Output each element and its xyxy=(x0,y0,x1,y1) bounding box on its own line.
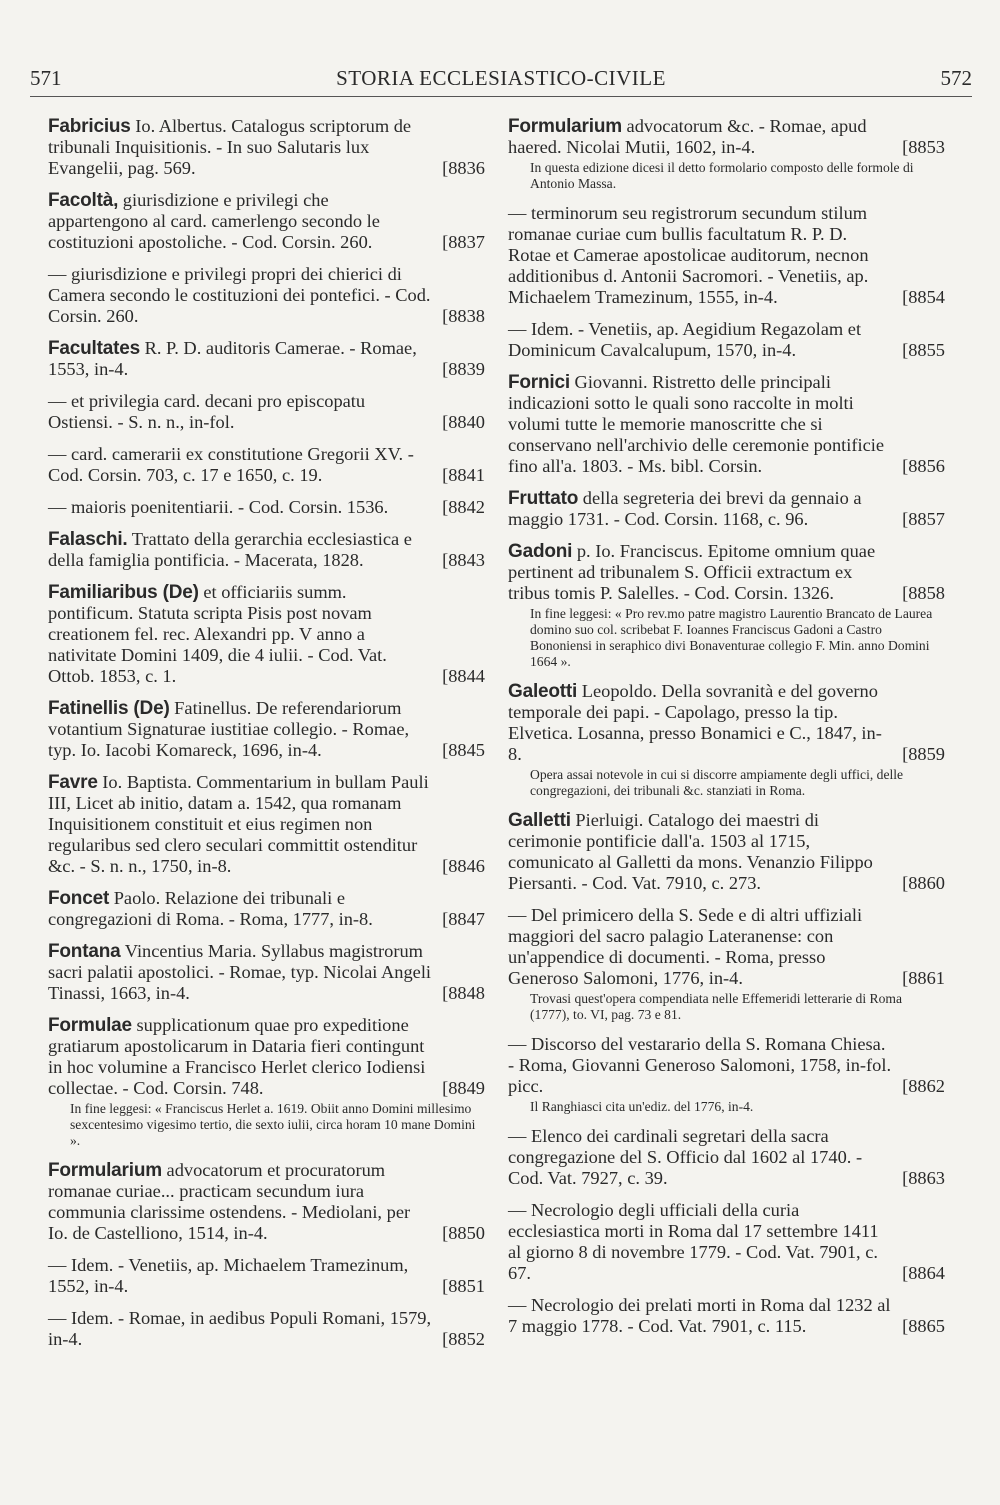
entry-number: [8864 xyxy=(902,1263,945,1283)
entry-text: — Elenco dei cardinali segretari della sacra congregazione del S. Officio dal 1602 al 1740. - Cod. Vat. 7927, c. 39. xyxy=(508,1126,863,1188)
entry-text: — Discorso del vestarario della S. Romana Chiesa. - Roma, Giovanni Generoso Salomoni, 1758, in-fol. picc. xyxy=(508,1034,892,1096)
entry-note: In questa edizione dicesi il detto formolario composto delle formole di Antonio Massa. xyxy=(530,160,914,191)
entry-text: R. P. D. auditoris Camerae. - Romae, 1553, in-4. xyxy=(48,338,417,379)
entry-body xyxy=(48,582,433,687)
entry-body xyxy=(48,1015,485,1099)
entry-text: Pierluigi. Catalogo dei maestri di cerimonie pontificie dall'a. 1503 al 1715, comunicato al Galletti da mons. Venanzio Filippo Piersanti. - Cod. Vat. 7910, c. 273. xyxy=(508,810,873,893)
entry-text: Io. Albertus. Catalogus scriptorum de tribunali Inquisitionis. - In suo Salutaris lux Evangelii, pag. 569. xyxy=(48,116,412,178)
entry-note: Trovasi quest'opera compendiata nelle Effemeridi letterarie di Roma (1777), to. VI, pag. 73 e 81. xyxy=(530,991,903,1022)
entry-body xyxy=(508,1200,893,1284)
entry-number: [8843 xyxy=(442,550,485,570)
entry-note: Opera assai notevole in cui si discorre ampiamente degli uffici, delle congregazioni, dei tribunali &c. stanziati in Roma. xyxy=(530,767,904,798)
entry-number: [8855 xyxy=(902,340,945,360)
page-number-left: 571 xyxy=(30,66,62,90)
page-number-right: 572 xyxy=(940,66,972,90)
entry-body xyxy=(48,338,433,380)
entry-number: [8839 xyxy=(442,359,485,379)
entry-number: [8852 xyxy=(442,1329,485,1349)
bibliography-entry xyxy=(508,372,945,477)
bibliography-entry xyxy=(48,116,485,179)
entry-body xyxy=(508,116,945,158)
entry-body xyxy=(508,1034,945,1097)
entry-number: [8841 xyxy=(442,465,485,485)
entry-text: — Del primicero della S. Sede e di altri uffiziali maggiori del sacro palagio Lateranense: con un'appendice di documenti. - Roma, presso Generoso Salomoni, 1776, in-4. xyxy=(508,905,863,988)
entry-number: [8854 xyxy=(902,287,945,307)
entry-heading: Gadoni xyxy=(508,541,573,562)
entry-heading: Fontana xyxy=(48,941,121,962)
bibliography-entry xyxy=(48,497,485,518)
entry-heading: Galletti xyxy=(508,810,571,831)
entry-note: In fine leggesi: « Franciscus Herlet a. 1619. Obiit anno Domini millesimo sexcentesimo vigesimo tertio, die sexto iulii, circa horam 10 mane Domini ». xyxy=(70,1101,476,1148)
bibliography-entry xyxy=(48,1308,485,1350)
entry-number: [8863 xyxy=(902,1168,945,1188)
bibliography-entry xyxy=(508,810,945,894)
bibliography-entry xyxy=(508,1126,945,1189)
entry-body xyxy=(508,810,893,894)
bibliography-entry xyxy=(48,772,485,877)
entry-text: — Necrologio dei prelati morti in Roma dal 1232 al 7 maggio 1778. - Cod. Vat. 7901, c. 115. xyxy=(508,1295,891,1336)
entry-heading: Galeotti xyxy=(508,681,578,702)
bibliography-entry xyxy=(508,203,945,308)
entry-body xyxy=(48,391,433,433)
entry-note: In fine leggesi: « Pro rev.mo patre magistro Laurentio Brancato de Laurea domino suo col. scribebat F. Ioannes Franciscus Gadoni a Castro Bononiensi in seraphico divi Bonaventurae collegio F. Min. anno Domini 1664 ». xyxy=(530,606,933,669)
bibliography-entry xyxy=(508,905,945,1023)
entry-text: Trattato della gerarchia ecclesiastica e della famiglia pontificia. - Macerata, 1828. xyxy=(48,529,412,570)
entry-heading: Favre xyxy=(48,772,98,793)
bibliography-entry xyxy=(508,319,945,361)
right-column xyxy=(508,116,945,1348)
bibliography-entry xyxy=(48,582,485,687)
entry-heading: Fornici xyxy=(508,372,570,393)
bibliography-entry xyxy=(48,338,485,380)
entry-body xyxy=(508,372,893,477)
entry-body xyxy=(48,1160,433,1244)
entry-heading: Formularium xyxy=(48,1160,162,1181)
entry-number: [8862 xyxy=(902,1076,945,1096)
entry-number: [8842 xyxy=(442,497,485,517)
entry-body xyxy=(48,264,433,327)
bibliography-entry xyxy=(508,116,945,192)
entry-body xyxy=(508,1295,893,1337)
bibliography-entry xyxy=(48,190,485,253)
entry-text: Vincentius Maria. Syllabus magistrorum sacri palatii apostolici. - Romae, typ. Nicolai Angeli Tinassi, 1663, in-4. xyxy=(48,941,432,1003)
running-header xyxy=(30,62,972,97)
entry-body xyxy=(48,529,433,571)
entry-body xyxy=(48,772,433,877)
entry-text: — card. camerarii ex constitutione Gregorii XV. - Cod. Corsin. 703, c. 17 e 1650, c. 19. xyxy=(48,444,414,485)
entry-body xyxy=(508,488,893,530)
entry-body xyxy=(48,1255,433,1297)
entry-number: [8848 xyxy=(442,983,485,1003)
entry-text: della segreteria dei brevi da gennaio a maggio 1731. - Cod. Corsin. 1168, c. 96. xyxy=(508,488,862,529)
entry-heading: Fatinellis (De) xyxy=(48,698,170,719)
bibliography-entry xyxy=(48,1160,485,1244)
entry-body xyxy=(508,203,893,308)
entry-body xyxy=(48,941,433,1004)
bibliography-entry xyxy=(508,1034,945,1115)
entry-text: Leopoldo. Della sovranità e del governo temporale dei papi. - Capolago, presso la tip. Elvetica. Losanna, presso Bonamici e C., 1847, in-8. xyxy=(508,681,882,764)
entry-body xyxy=(508,681,945,765)
bibliography-entry xyxy=(48,444,485,486)
entry-body xyxy=(48,116,433,179)
bibliography-entry xyxy=(48,698,485,761)
entry-number: [8856 xyxy=(902,456,945,476)
entry-text: Giovanni. Ristretto delle principali indicazioni sotto le quali sono raccolte in molti volumi tutte le memorie manoscritte che si conservano nell'archivio delle ceremonie pontificie fino all'a. 1803. - Ms. bibl. Corsin. xyxy=(508,372,885,476)
entry-number: [8836 xyxy=(442,158,485,178)
entry-heading: Fabricius xyxy=(48,116,131,137)
entry-number: [8861 xyxy=(902,968,945,988)
entry-body xyxy=(48,698,433,761)
entry-body xyxy=(48,497,433,518)
bibliography-entry xyxy=(48,941,485,1004)
entry-number: [8865 xyxy=(902,1316,945,1336)
entry-number: [8859 xyxy=(902,744,945,764)
entry-body xyxy=(48,190,433,253)
entry-text: Fatinellus. De referendariorum votantium Signaturae iustitiae collegio. - Romae, typ. Io. Iacobi Komareck, 1696, in-4. xyxy=(48,698,410,760)
entry-text: — et privilegia card. decani pro episcopatu Ostiensi. - S. n. n., in-fol. xyxy=(48,391,366,432)
entry-number: [8853 xyxy=(902,137,945,157)
entry-heading: Falaschi. xyxy=(48,529,128,550)
entry-heading: Facultates xyxy=(48,338,140,359)
entry-text: advocatorum et procuratorum romanae curiae... practicam secundum iura communia clarissime ostendens. - Mediolani, per Io. de Castelliono, 1514, in-4. xyxy=(48,1160,411,1243)
bibliography-entry xyxy=(508,1295,945,1337)
entry-text: p. Io. Franciscus. Epitome omnium quae pertinent ad tribunalem S. Officii extractum ex tribus tomis P. Salelles. - Cod. Corsin. 1326. xyxy=(508,541,876,603)
entry-number: [8857 xyxy=(902,509,945,529)
left-column xyxy=(48,116,485,1361)
entry-body xyxy=(48,888,433,930)
entry-text: — maioris poenitentiarii. - Cod. Corsin. 1536. xyxy=(48,497,389,517)
entry-body xyxy=(508,905,945,989)
bibliography-entry xyxy=(48,1255,485,1297)
entry-number: [8851 xyxy=(442,1276,485,1296)
entry-body xyxy=(508,541,945,604)
entry-heading: Familiaribus (De) xyxy=(48,582,199,603)
entry-heading: Fruttato xyxy=(508,488,579,509)
bibliography-entry xyxy=(508,541,945,670)
entry-number: [8860 xyxy=(902,873,945,893)
entry-text: advocatorum &c. - Romae, apud haered. Nicolai Mutii, 1602, in-4. xyxy=(508,116,867,157)
bibliography-entry xyxy=(508,488,945,530)
entry-number: [8849 xyxy=(442,1078,485,1098)
entry-heading: Foncet xyxy=(48,888,110,909)
entry-text: — Necrologio degli ufficiali della curia ecclesiastica morti in Roma dal 17 settembre 1411 al giorno 8 di novembre 1779. - Cod. Vat. 7901, c. 67. xyxy=(508,1200,879,1283)
entry-text: Io. Baptista. Commentarium in bullam Pauli III, Licet ab initio, datam a. 1542, qua romanam Inquisitionem constituit et eius regimen non regularibus sed clero seculari committit ostenditur &c. - S. n. n., 1750, in-8. xyxy=(48,772,429,876)
entry-body xyxy=(508,1126,893,1189)
running-title: STORIA ECCLESIASTICO-CIVILE xyxy=(336,66,666,90)
entry-text: — giurisdizione e privilegi propri dei chierici di Camera secondo le costituzioni dei pontefici. - Cod. Corsin. 260. xyxy=(48,264,431,326)
entry-number: [8837 xyxy=(442,232,485,252)
entry-number: [8838 xyxy=(442,306,485,326)
entry-text: et officiariis summ. pontificum. Statuta scripta Pisis post novam creationem fel. rec. Alexandri pp. V anno a nativitate Domini 1409, die 4 iulii. - Cod. Vat. Ottob. 1853, c. 1. xyxy=(48,582,387,686)
entry-note: Il Ranghiasci cita un'ediz. del 1776, in-4. xyxy=(530,1099,754,1114)
entry-heading: Facoltà, xyxy=(48,190,119,211)
entry-number: [8846 xyxy=(442,856,485,876)
entry-text: giurisdizione e privilegi che appartengono al card. camerlengo secondo le costituzioni apostoliche. - Cod. Corsin. 260. xyxy=(48,190,380,252)
entry-number: [8844 xyxy=(442,666,485,686)
entry-text: supplicationum quae pro expeditione gratiarum apostolicarum in Dataria fieri contingunt in hoc volumine a Francisco Herlet clerico Iodiensi collectae. - Cod. Corsin. 748. xyxy=(48,1015,426,1098)
entry-text: — Idem. - Romae, in aedibus Populi Romani, 1579, in-4. xyxy=(48,1308,432,1349)
entry-text: — Idem. - Venetiis, ap. Michaelem Tramezinum, 1552, in-4. xyxy=(48,1255,409,1296)
entry-number: [8858 xyxy=(902,583,945,603)
entry-text: — terminorum seu registrorum secundum stilum romanae curiae cum bullis facultatum R. P. D. Rotae et Camerae apostolicae auditorum, necnon additionibus d. Antonii Sacromori. - Venetiis, ap. Michaelem Tramezinum, 1555, in-4. xyxy=(508,203,869,307)
bibliography-entry xyxy=(508,681,945,799)
entry-number: [8850 xyxy=(442,1223,485,1243)
entry-number: [8847 xyxy=(442,909,485,929)
entry-text: — Idem. - Venetiis, ap. Aegidium Regazolam et Dominicum Cavalcalupum, 1570, in-4. xyxy=(508,319,862,360)
bibliography-entry xyxy=(48,264,485,327)
entry-heading: Formulae xyxy=(48,1015,132,1036)
bibliography-entry xyxy=(48,529,485,571)
entry-body xyxy=(508,319,893,361)
bibliography-entry xyxy=(48,888,485,930)
entry-text: Paolo. Relazione dei tribunali e congregazioni di Roma. - Roma, 1777, in-8. xyxy=(48,888,373,929)
entry-body xyxy=(48,444,433,486)
bibliography-entry xyxy=(508,1200,945,1284)
entry-heading: Formularium xyxy=(508,116,622,137)
entry-body xyxy=(48,1308,433,1350)
entry-number: [8840 xyxy=(442,412,485,432)
bibliography-entry xyxy=(48,391,485,433)
bibliography-entry xyxy=(48,1015,485,1149)
entry-number: [8845 xyxy=(442,740,485,760)
